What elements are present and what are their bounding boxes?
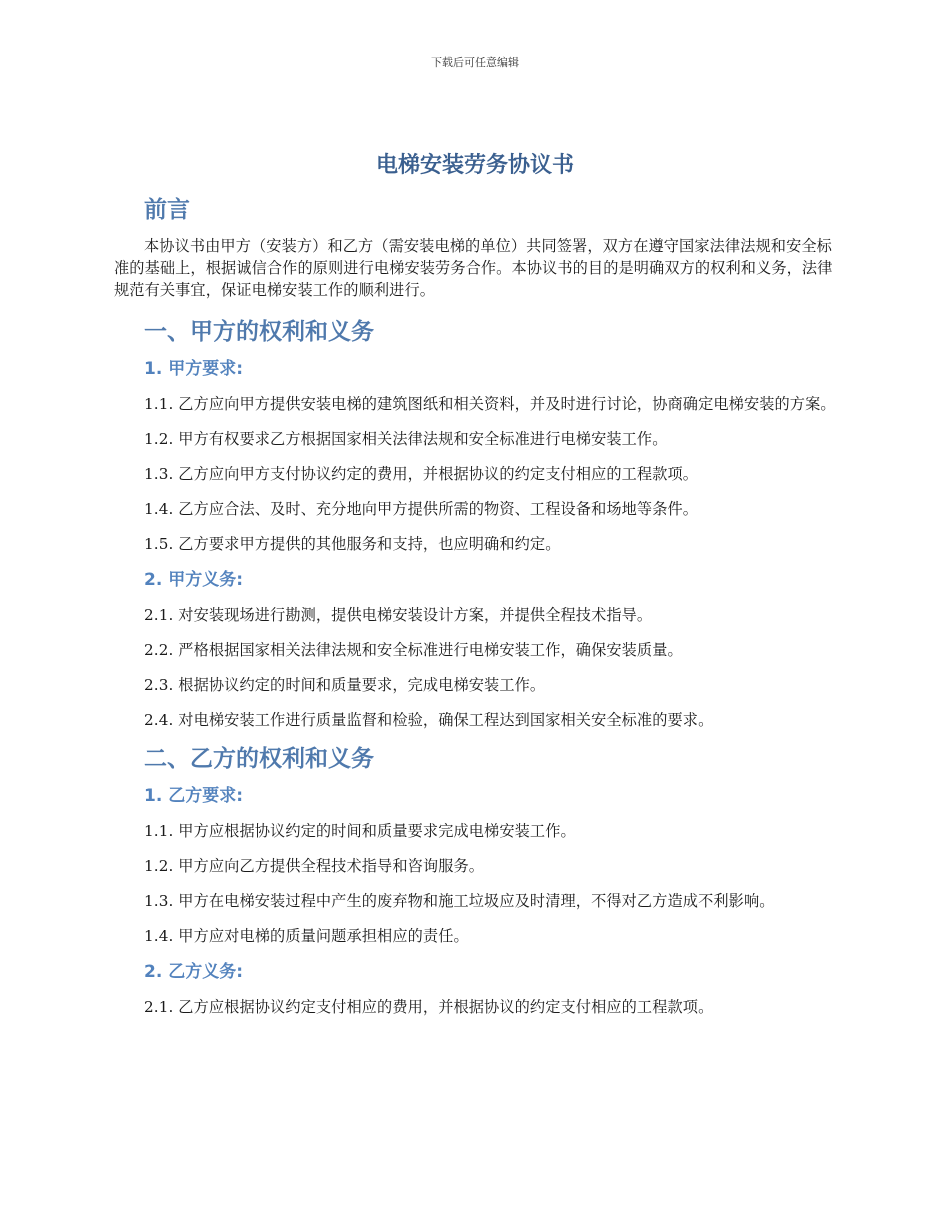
clause-paragraph: 1.4. 甲方应对电梯的质量问题承担相应的责任。 bbox=[144, 927, 469, 945]
preface-heading: 前言 bbox=[144, 197, 190, 223]
clause-paragraph: 2.4. 对电梯安装工作进行质量监督和检验，确保工程达到国家相关安全标准的要求。 bbox=[144, 711, 714, 729]
clause-paragraph: 1.3. 甲方在电梯安装过程中产生的废弃物和施工垃圾应及时清理，不得对乙方造成不利影响。 bbox=[144, 892, 775, 910]
clause-paragraph: 1.1. 乙方应向甲方提供安装电梯的建筑图纸和相关资料，并及时进行讨论，协商确定电梯安装的方案。 bbox=[144, 395, 836, 413]
clause-paragraph: 1.2. 甲方应向乙方提供全程技术指导和咨询服务。 bbox=[144, 857, 485, 875]
document-title: 电梯安装劳务协议书 bbox=[375, 153, 574, 178]
subsection-heading: 1. 甲方要求: bbox=[144, 359, 244, 379]
preface-paragraph: 本协议书由甲方（安装方）和乙方（需安装电梯的单位）共同签署，双方在遵守国家法律法规和安全标准的基础上，根据诚信合作的原则进行电梯安装劳务合作。本协议书的目的是明确双方的权利和义务，法律规范有关事宜，保证电梯安装工作的顺利进行。 bbox=[114, 237, 833, 299]
subsection-heading: 2. 乙方义务: bbox=[144, 962, 244, 982]
clause-paragraph: 2.1. 对安装现场进行勘测，提供电梯安装设计方案，并提供全程技术指导。 bbox=[144, 606, 653, 624]
clause-paragraph: 1.1. 甲方应根据协议约定的时间和质量要求完成电梯安装工作。 bbox=[144, 822, 576, 840]
section-heading: 二、乙方的权利和义务 bbox=[144, 746, 374, 772]
page-header-note: 下载后可任意编辑 bbox=[431, 56, 519, 69]
subsection-heading: 1. 乙方要求: bbox=[144, 786, 244, 806]
clause-paragraph: 2.3. 根据协议约定的时间和质量要求，完成电梯安装工作。 bbox=[144, 676, 546, 694]
clause-paragraph: 1.5. 乙方要求甲方提供的其他服务和支持，也应明确和约定。 bbox=[144, 535, 561, 553]
document-body bbox=[114, 148, 836, 1031]
clause-paragraph: 2.1. 乙方应根据协议约定支付相应的费用，并根据协议的约定支付相应的工程款项。 bbox=[144, 998, 714, 1016]
section-heading: 一、甲方的权利和义务 bbox=[144, 319, 374, 345]
clause-paragraph: 2.2. 严格根据国家相关法律法规和安全标准进行电梯安装工作，确保安装质量。 bbox=[144, 641, 683, 659]
clause-paragraph: 1.3. 乙方应向甲方支付协议约定的费用，并根据协议的约定支付相应的工程款项。 bbox=[144, 465, 699, 483]
subsection-heading: 2. 甲方义务: bbox=[144, 570, 244, 590]
clause-paragraph: 1.4. 乙方应合法、及时、充分地向甲方提供所需的物资、工程设备和场地等条件。 bbox=[144, 500, 699, 518]
clause-paragraph: 1.2. 甲方有权要求乙方根据国家相关法律法规和安全标准进行电梯安装工作。 bbox=[144, 430, 668, 448]
